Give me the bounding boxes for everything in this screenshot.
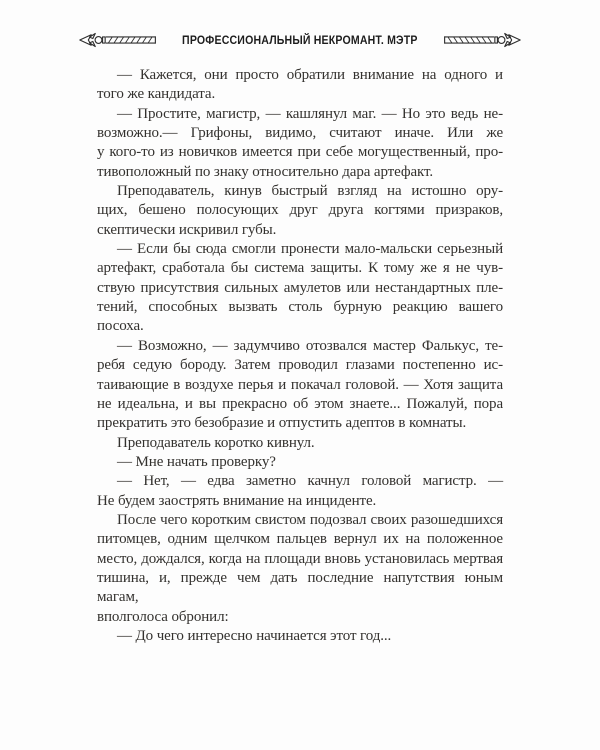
text-line: Преподаватель, кинув быстрый взгляд на истошно ору- xyxy=(117,183,503,200)
text-line: — Возможно, — задумчиво отозвался мастер Фалькус, те- xyxy=(117,337,503,354)
text-line: прекратить это безобразие и отпустить адептов в комнаты. xyxy=(97,415,467,432)
text-line: того же кандидата. xyxy=(97,86,216,103)
text-line: возможно.— Грифоны, видимо, считают иначе. Или же xyxy=(97,125,503,142)
text-line: у кого-то из новичков имеется при себе могущественный, про- xyxy=(97,144,503,161)
spear-rope-ornament-right-icon xyxy=(443,31,521,49)
text-line: место, дождался, когда на площади вновь установилась мертвая xyxy=(97,550,503,567)
spear-rope-ornament-left-icon xyxy=(79,31,157,49)
header-title: ПРОФЕССИОНАЛЬНЫЙ НЕКРОМАНТ. МЭТР xyxy=(182,33,418,47)
text-line: — Кажется, они просто обратили внимание на одного и xyxy=(117,67,503,83)
text-line: ствую присутствия сильных амулетов или нестандартных пле- xyxy=(97,279,503,296)
running-header xyxy=(0,31,600,49)
text-line: артефакт, сработала бы система защиты. К тому же я не чув- xyxy=(97,260,503,277)
text-line: Не будем заострять внимание на инциденте. xyxy=(97,492,377,509)
text-line: тений, способных вызвать столь бурную реакцию вашего xyxy=(97,299,503,316)
text-line: не идеальна, и вы прекрасно об этом знаете... Пожалуй, пора xyxy=(97,395,503,412)
text-line: — Простите, магистр, — кашлянул маг. — Но это ведь не- xyxy=(117,105,503,122)
text-line: скептически искривил губы. xyxy=(97,221,277,238)
text-line: щих, бешено полосующих друг друга когтями призраков, xyxy=(97,202,503,219)
text-line: тишина, и, прежде чем дать последние напутствия юным магам, xyxy=(97,569,503,606)
text-line: таивающие в воздухе перья и покачал головой. — Хотя защита xyxy=(97,376,503,393)
text-line: После чего коротким свистом подозвал своих разошедшихся xyxy=(117,511,503,528)
text-line: Преподаватель коротко кивнул. xyxy=(117,434,315,451)
text-line: ребя седую бороду. Затем проводил глазами постепенно ис- xyxy=(97,357,503,374)
text-line: — Мне начать проверку? xyxy=(117,453,276,470)
text-line: посоха. xyxy=(97,318,144,335)
page-text xyxy=(97,66,503,646)
text-line: — Если бы сюда смогли пронести мало-мальски серьезный xyxy=(117,241,503,258)
text-line: — Нет, — едва заметно качнул головой магистр. — xyxy=(117,473,503,490)
text-line: — До чего интересно начинается этот год... xyxy=(117,627,392,644)
text-line: тивоположный по знаку относительно дара артефакт. xyxy=(97,163,434,180)
text-line: питомцев, одним щелчком пальцев вернул их на положенное xyxy=(97,531,503,548)
text-line: вполголоса обронил: xyxy=(97,608,229,625)
